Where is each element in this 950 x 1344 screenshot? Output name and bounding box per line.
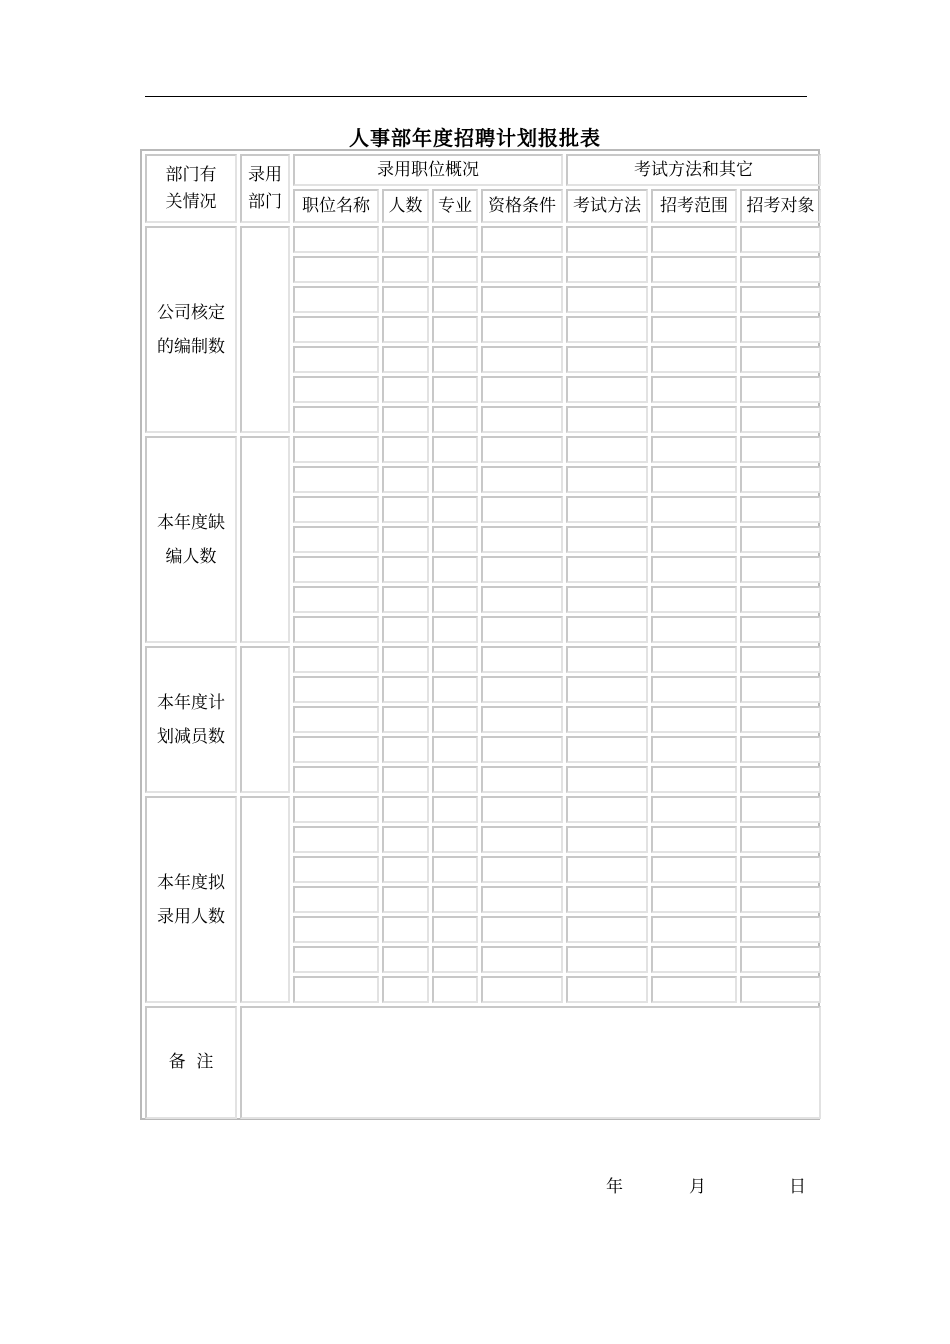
data-cell[interactable] — [293, 676, 379, 703]
data-cell[interactable] — [293, 736, 379, 763]
data-cell[interactable] — [432, 916, 478, 943]
data-cell[interactable] — [481, 496, 563, 523]
hire-dept-cell[interactable] — [240, 796, 290, 1003]
data-cell[interactable] — [432, 676, 478, 703]
data-cell[interactable] — [740, 826, 821, 853]
header-group-positions: 录用职位概况 — [293, 154, 563, 186]
data-cell[interactable] — [740, 586, 821, 613]
data-cell[interactable] — [293, 616, 379, 643]
data-cell[interactable] — [651, 436, 737, 463]
data-cell[interactable] — [481, 226, 563, 253]
data-cell[interactable] — [382, 766, 429, 793]
data-cell[interactable] — [566, 256, 648, 283]
data-cell[interactable] — [293, 586, 379, 613]
data-cell[interactable] — [293, 766, 379, 793]
data-cell[interactable] — [432, 466, 478, 493]
table-row — [145, 226, 821, 253]
data-cell[interactable] — [293, 556, 379, 583]
footer-month: 月 — [689, 1177, 706, 1197]
hire-dept-cell[interactable] — [240, 646, 290, 793]
data-cell[interactable] — [293, 406, 379, 433]
column-header: 职位名称 — [293, 189, 379, 223]
data-cell[interactable] — [432, 316, 478, 343]
section-label — [145, 226, 237, 433]
data-cell[interactable] — [293, 886, 379, 913]
data-cell[interactable] — [382, 706, 429, 733]
section-label-line: 本年度缺 — [157, 512, 225, 533]
header-group-exam: 考试方法和其它 — [566, 154, 821, 186]
data-cell[interactable] — [651, 226, 737, 253]
data-cell[interactable] — [382, 556, 429, 583]
header-hire-dept-line2: 部门 — [248, 191, 282, 212]
data-cell[interactable] — [382, 646, 429, 673]
data-cell[interactable] — [566, 466, 648, 493]
data-cell[interactable] — [293, 916, 379, 943]
data-cell[interactable] — [740, 676, 821, 703]
data-cell[interactable] — [432, 706, 478, 733]
data-cell[interactable] — [566, 586, 648, 613]
data-cell[interactable] — [740, 316, 821, 343]
data-cell[interactable] — [432, 796, 478, 823]
data-cell[interactable] — [740, 226, 821, 253]
page-title: 人事部年度招聘计划报批表 — [349, 126, 601, 150]
data-cell[interactable] — [481, 796, 563, 823]
data-cell[interactable] — [382, 316, 429, 343]
data-cell[interactable] — [740, 406, 821, 433]
data-cell[interactable] — [740, 856, 821, 883]
footer-year: 年 — [606, 1177, 623, 1197]
data-cell[interactable] — [566, 766, 648, 793]
data-cell[interactable] — [740, 736, 821, 763]
data-cell[interactable] — [382, 466, 429, 493]
data-cell[interactable] — [481, 976, 563, 1003]
data-cell[interactable] — [481, 556, 563, 583]
data-cell[interactable] — [566, 286, 648, 313]
data-cell[interactable] — [740, 616, 821, 643]
data-cell[interactable] — [481, 616, 563, 643]
data-cell[interactable] — [432, 256, 478, 283]
section-label-line: 编人数 — [165, 546, 217, 567]
data-cell[interactable] — [432, 226, 478, 253]
data-cell[interactable] — [740, 706, 821, 733]
data-cell[interactable] — [566, 556, 648, 583]
section-label — [145, 796, 237, 1003]
data-cell[interactable] — [651, 676, 737, 703]
data-cell[interactable] — [481, 676, 563, 703]
header-rule — [145, 96, 807, 97]
data-cell[interactable] — [740, 646, 821, 673]
data-cell[interactable] — [481, 586, 563, 613]
data-cell[interactable] — [651, 496, 737, 523]
section-label-line: 录用人数 — [157, 906, 225, 927]
header-hire-dept — [240, 154, 290, 223]
data-cell[interactable] — [651, 736, 737, 763]
data-cell[interactable] — [293, 706, 379, 733]
data-cell[interactable] — [382, 436, 429, 463]
data-cell[interactable] — [432, 526, 478, 553]
hire-dept-cell[interactable] — [240, 226, 290, 433]
data-cell[interactable] — [651, 886, 737, 913]
data-cell[interactable] — [382, 226, 429, 253]
data-cell[interactable] — [566, 496, 648, 523]
data-cell[interactable] — [432, 556, 478, 583]
data-cell[interactable] — [382, 796, 429, 823]
data-cell[interactable] — [481, 706, 563, 733]
table-row — [145, 646, 821, 673]
data-cell[interactable] — [566, 316, 648, 343]
data-cell[interactable] — [382, 856, 429, 883]
data-cell[interactable] — [293, 286, 379, 313]
data-cell[interactable] — [432, 616, 478, 643]
data-cell[interactable] — [432, 736, 478, 763]
remarks-label: 备 注 — [145, 1006, 237, 1119]
data-cell[interactable] — [432, 856, 478, 883]
header-dept-info-line1: 部门有 — [165, 165, 217, 186]
data-cell[interactable] — [293, 436, 379, 463]
data-cell[interactable] — [293, 256, 379, 283]
data-cell[interactable] — [566, 736, 648, 763]
data-cell[interactable] — [481, 766, 563, 793]
data-cell[interactable] — [481, 466, 563, 493]
data-cell[interactable] — [432, 586, 478, 613]
data-cell[interactable] — [382, 256, 429, 283]
hire-dept-cell[interactable] — [240, 436, 290, 643]
data-cell[interactable] — [651, 796, 737, 823]
data-cell[interactable] — [740, 526, 821, 553]
data-cell[interactable] — [740, 256, 821, 283]
column-header: 专业 — [432, 189, 478, 223]
section-label-line: 本年度计 — [157, 692, 225, 713]
data-cell[interactable] — [740, 796, 821, 823]
data-cell[interactable] — [566, 706, 648, 733]
data-cell[interactable] — [293, 946, 379, 973]
data-cell[interactable] — [566, 886, 648, 913]
data-cell[interactable] — [293, 796, 379, 823]
data-cell[interactable] — [481, 526, 563, 553]
data-cell[interactable] — [382, 946, 429, 973]
data-cell[interactable] — [566, 676, 648, 703]
data-cell[interactable] — [740, 946, 821, 973]
data-cell[interactable] — [651, 766, 737, 793]
data-cell[interactable] — [481, 736, 563, 763]
data-cell[interactable] — [651, 316, 737, 343]
data-cell[interactable] — [382, 286, 429, 313]
header-dept-info-line2: 关情况 — [165, 191, 217, 212]
data-cell[interactable] — [651, 946, 737, 973]
data-cell[interactable] — [740, 466, 821, 493]
data-cell[interactable] — [740, 556, 821, 583]
data-cell[interactable] — [432, 496, 478, 523]
data-cell[interactable] — [293, 496, 379, 523]
recruitment-plan-table — [142, 151, 824, 1122]
table-row — [145, 436, 821, 463]
data-cell[interactable] — [566, 946, 648, 973]
footer-day: 日 — [789, 1177, 806, 1197]
remarks-row — [145, 1006, 821, 1119]
data-cell[interactable] — [382, 586, 429, 613]
data-cell[interactable] — [651, 706, 737, 733]
column-header: 考试方法 — [566, 189, 648, 223]
data-cell[interactable] — [432, 646, 478, 673]
data-cell[interactable] — [566, 856, 648, 883]
data-cell[interactable] — [382, 976, 429, 1003]
data-cell[interactable] — [481, 856, 563, 883]
data-cell[interactable] — [740, 376, 821, 403]
data-cell[interactable] — [432, 436, 478, 463]
data-cell[interactable] — [651, 286, 737, 313]
column-header: 招考对象 — [740, 189, 821, 223]
data-cell[interactable] — [432, 346, 478, 373]
data-cell[interactable] — [481, 946, 563, 973]
data-cell[interactable] — [481, 826, 563, 853]
data-cell[interactable] — [566, 526, 648, 553]
column-header: 人数 — [382, 189, 429, 223]
data-cell[interactable] — [481, 406, 563, 433]
data-cell[interactable] — [382, 916, 429, 943]
data-cell[interactable] — [651, 646, 737, 673]
section-label-line: 公司核定 — [157, 302, 225, 323]
data-cell[interactable] — [382, 496, 429, 523]
data-cell[interactable] — [651, 556, 737, 583]
data-cell[interactable] — [293, 826, 379, 853]
data-cell[interactable] — [740, 886, 821, 913]
section-label — [145, 436, 237, 643]
data-cell[interactable] — [382, 406, 429, 433]
data-cell[interactable] — [566, 796, 648, 823]
data-cell[interactable] — [293, 646, 379, 673]
data-cell[interactable] — [481, 886, 563, 913]
data-cell[interactable] — [740, 496, 821, 523]
section-label-line: 本年度拟 — [157, 872, 225, 893]
data-cell[interactable] — [432, 766, 478, 793]
data-cell[interactable] — [740, 766, 821, 793]
data-cell[interactable] — [481, 916, 563, 943]
data-cell[interactable] — [651, 406, 737, 433]
data-cell[interactable] — [566, 976, 648, 1003]
data-cell[interactable] — [293, 466, 379, 493]
data-cell[interactable] — [651, 586, 737, 613]
data-cell[interactable] — [432, 406, 478, 433]
header-dept-info — [145, 154, 237, 223]
data-cell[interactable] — [293, 346, 379, 373]
data-cell[interactable] — [293, 316, 379, 343]
data-cell[interactable] — [481, 316, 563, 343]
data-cell[interactable] — [651, 526, 737, 553]
table-row — [145, 796, 821, 823]
data-cell[interactable] — [481, 436, 563, 463]
section-label-line: 的编制数 — [157, 336, 225, 357]
data-cell[interactable] — [651, 856, 737, 883]
data-cell[interactable] — [566, 916, 648, 943]
data-cell[interactable] — [566, 646, 648, 673]
data-cell[interactable] — [651, 916, 737, 943]
data-cell[interactable] — [566, 436, 648, 463]
section-label-line: 划减员数 — [157, 726, 225, 747]
data-cell[interactable] — [566, 616, 648, 643]
data-cell[interactable] — [740, 286, 821, 313]
data-cell[interactable] — [481, 376, 563, 403]
data-cell[interactable] — [382, 676, 429, 703]
data-cell[interactable] — [432, 286, 478, 313]
column-header: 招考范围 — [651, 189, 737, 223]
data-cell[interactable] — [293, 976, 379, 1003]
data-cell[interactable] — [382, 886, 429, 913]
data-cell[interactable] — [293, 856, 379, 883]
data-cell[interactable] — [566, 376, 648, 403]
data-cell[interactable] — [566, 406, 648, 433]
data-cell[interactable] — [651, 346, 737, 373]
data-cell[interactable] — [566, 226, 648, 253]
data-cell[interactable] — [740, 436, 821, 463]
data-cell[interactable] — [740, 976, 821, 1003]
data-cell[interactable] — [651, 466, 737, 493]
data-cell[interactable] — [740, 916, 821, 943]
data-cell[interactable] — [481, 346, 563, 373]
data-cell[interactable] — [651, 976, 737, 1003]
data-cell[interactable] — [481, 286, 563, 313]
data-cell[interactable] — [293, 226, 379, 253]
data-cell[interactable] — [740, 346, 821, 373]
data-cell[interactable] — [651, 376, 737, 403]
data-cell[interactable] — [432, 946, 478, 973]
data-cell[interactable] — [382, 826, 429, 853]
data-cell[interactable] — [481, 256, 563, 283]
data-cell[interactable] — [481, 646, 563, 673]
data-cell[interactable] — [382, 616, 429, 643]
data-cell[interactable] — [293, 376, 379, 403]
data-cell[interactable] — [382, 346, 429, 373]
data-cell[interactable] — [382, 736, 429, 763]
data-cell[interactable] — [651, 826, 737, 853]
section-label — [145, 646, 237, 793]
data-cell[interactable] — [432, 976, 478, 1003]
data-cell[interactable] — [293, 526, 379, 553]
remarks-field[interactable] — [240, 1006, 821, 1119]
data-cell[interactable] — [432, 886, 478, 913]
data-cell[interactable] — [651, 616, 737, 643]
data-cell[interactable] — [651, 256, 737, 283]
header-hire-dept-line1: 录用 — [248, 165, 282, 186]
data-cell[interactable] — [566, 346, 648, 373]
data-cell[interactable] — [432, 376, 478, 403]
data-cell[interactable] — [566, 826, 648, 853]
column-header: 资格条件 — [481, 189, 563, 223]
data-cell[interactable] — [432, 826, 478, 853]
data-cell[interactable] — [382, 526, 429, 553]
data-cell[interactable] — [382, 376, 429, 403]
